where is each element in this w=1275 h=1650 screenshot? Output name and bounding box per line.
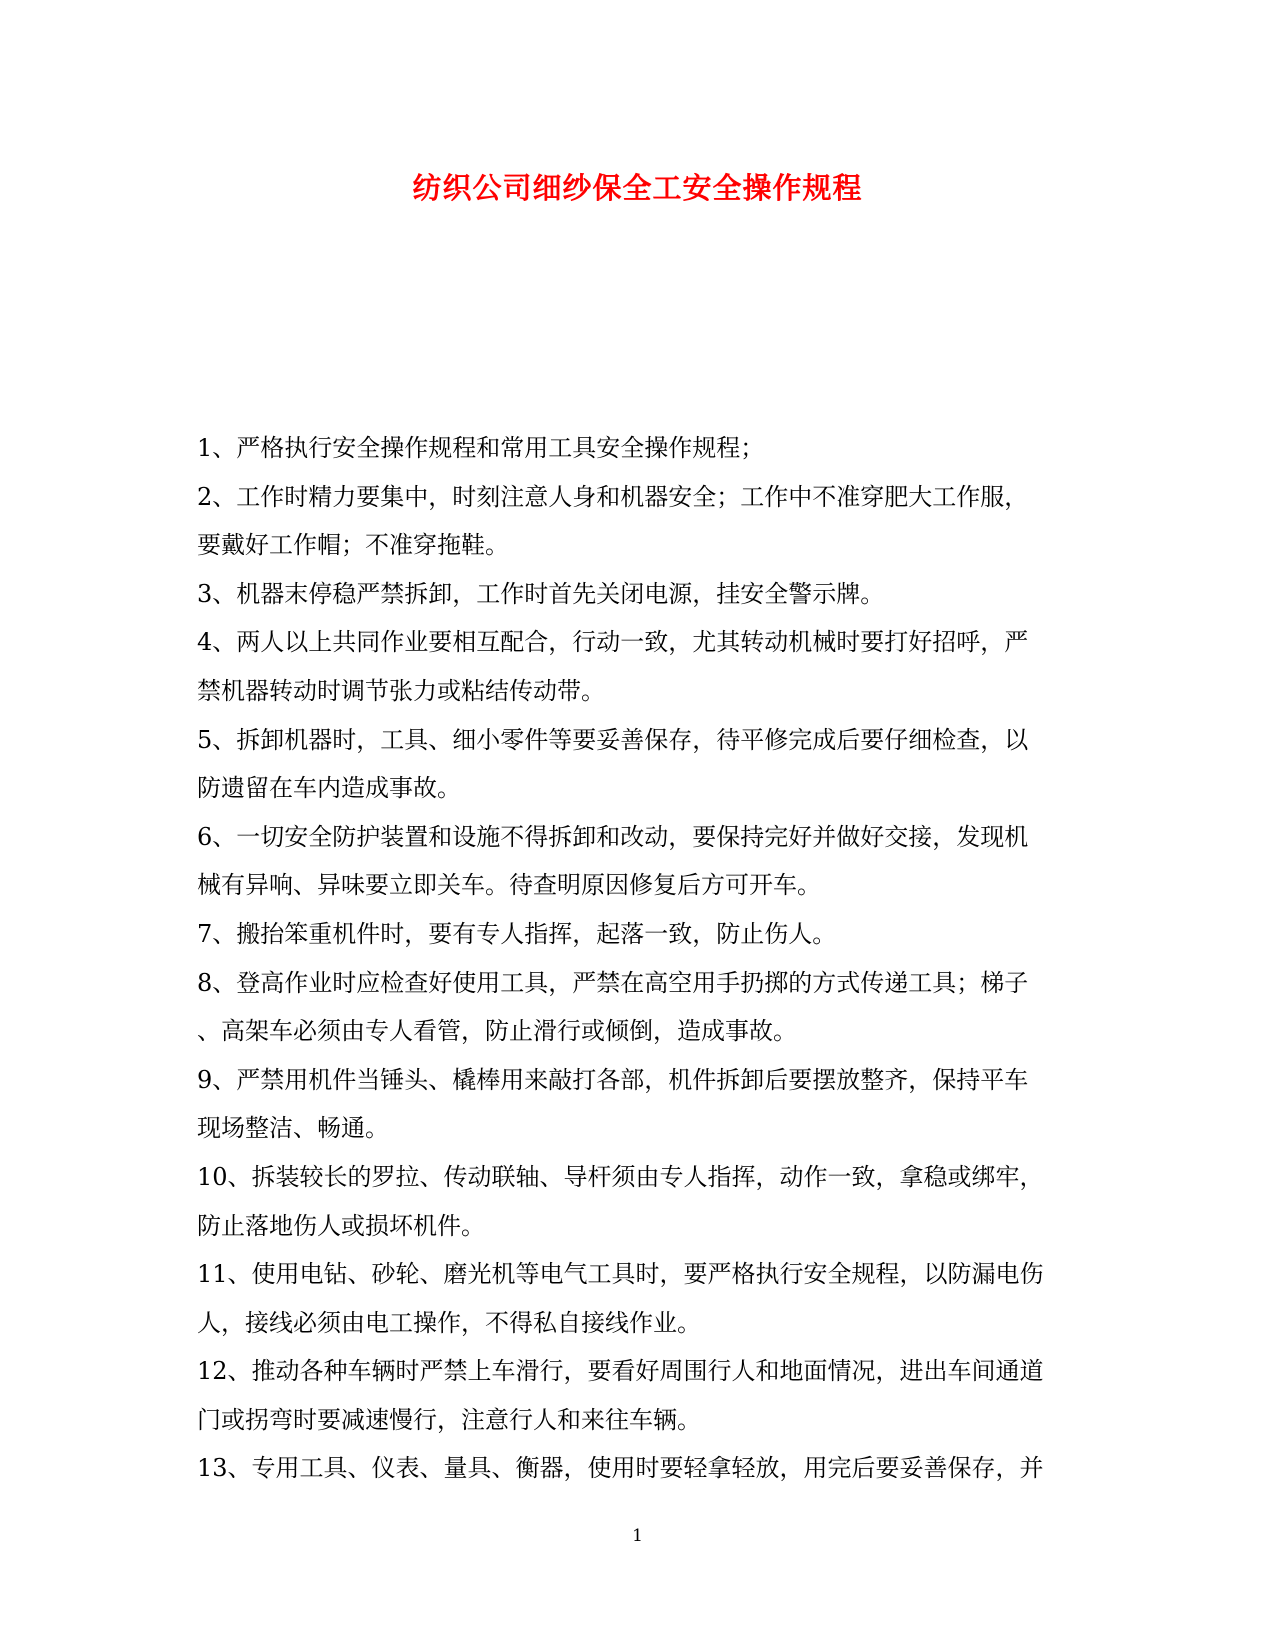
text-line: 12、推动各种车辆时严禁上车滑行，要看好周围行人和地面情况，进出车间通道 xyxy=(197,1357,1044,1386)
text-line: 械有异响、异味要立即关车。待查明原因修复后方可开车。 xyxy=(197,871,821,900)
text-line: 禁机器转动时调节张力或粘结传动带。 xyxy=(197,676,605,705)
text-line: 2、工作时精力要集中，时刻注意人身和机器安全；工作中不准穿肥大工作服， xyxy=(197,482,1029,511)
text-line: 6、一切安全防护装置和设施不得拆卸和改动，要保持完好并做好交接，发现机 xyxy=(197,822,1029,851)
rules-body xyxy=(197,424,1077,1493)
text-line: 11、使用电钻、砂轮、磨光机等电气工具时，要严格执行安全规程，以防漏电伤 xyxy=(197,1260,1044,1289)
page-number: 1 xyxy=(632,1526,643,1546)
text-line: 8、登高作业时应检查好使用工具，严禁在高空用手扔掷的方式传递工具；梯子 xyxy=(197,968,1029,997)
text-line: 1、严格执行安全操作规程和常用工具安全操作规程； xyxy=(197,434,765,462)
text-line: 、高架车必须由专人看管，防止滑行或倾倒，造成事故。 xyxy=(197,1017,797,1046)
text-line: 9、严禁用机件当锤头、橇棒用来敲打各部，机件拆卸后要摆放整齐，保持平车 xyxy=(197,1065,1029,1094)
text-line: 现场整洁、畅通。 xyxy=(197,1114,389,1143)
text-line: 要戴好工作帽；不准穿拖鞋。 xyxy=(197,531,509,560)
text-line: 10、拆装较长的罗拉、传动联轴、导杆须由专人指挥，动作一致，拿稳或绑牢， xyxy=(197,1162,1044,1191)
text-line: 5、拆卸机器时，工具、细小零件等要妥善保存，待平修完成后要仔细检查，以 xyxy=(197,725,1029,754)
page-title: 纺织公司细纱保全工安全操作规程 xyxy=(412,171,863,205)
text-line: 7、搬抬笨重机件时，要有专人指挥，起落一致，防止伤人。 xyxy=(197,919,837,948)
text-line: 3、机器末停稳严禁拆卸，工作时首先关闭电源，挂安全警示牌。 xyxy=(197,579,885,608)
text-line: 人，接线必须由电工操作，不得私自接线作业。 xyxy=(197,1308,701,1337)
text-line: 13、专用工具、仪表、量具、衡器，使用时要轻拿轻放，用完后要妥善保存，并 xyxy=(197,1454,1044,1483)
text-line: 防止落地伤人或损坏机件。 xyxy=(197,1211,485,1240)
text-line: 门或拐弯时要减速慢行，注意行人和来往车辆。 xyxy=(197,1405,701,1434)
text-line: 防遗留在车内造成事故。 xyxy=(197,774,461,803)
text-line: 4、两人以上共同作业要相互配合，行动一致，尤其转动机械时要打好招呼，严 xyxy=(197,628,1029,657)
